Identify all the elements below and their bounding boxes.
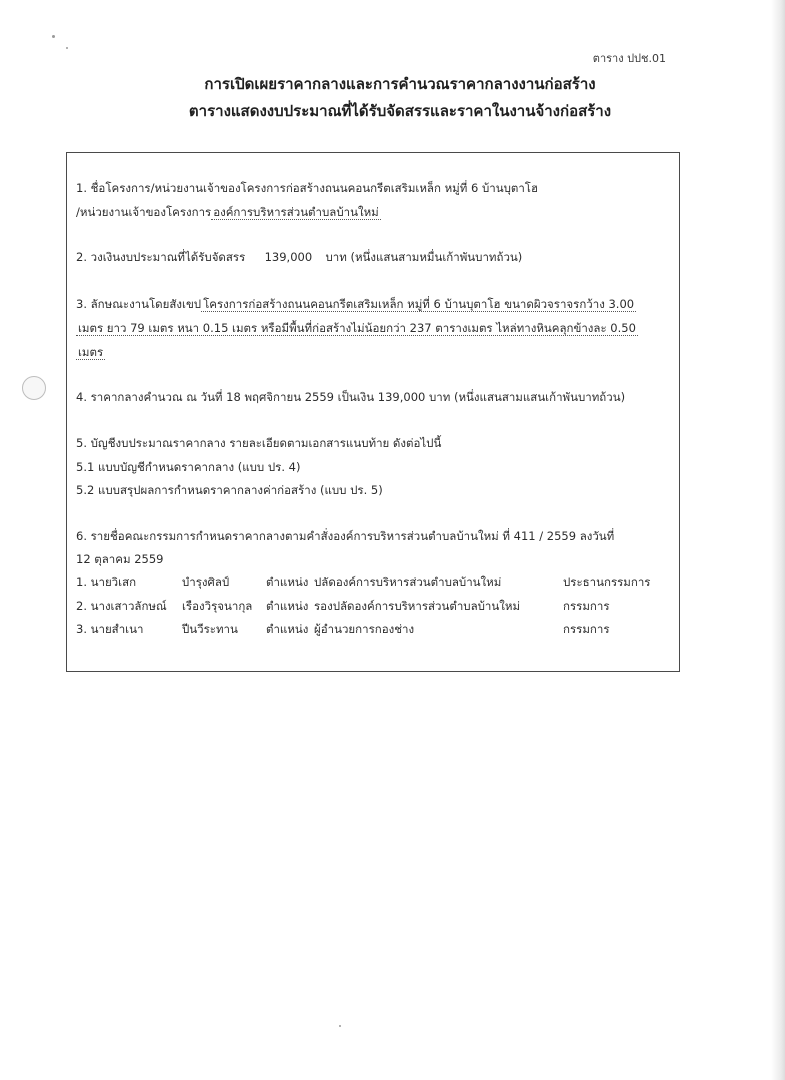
item3-description-value: โครงการก่อสร้างถนนคอนกรีตเสริมเหล็ก หมู่ที่ 6 บ้านบุตาโฮ ขนาดผิวจราจรกว้าง 3.00 <box>203 297 635 311</box>
member-surname: เรืองวิรุจนากุล <box>182 599 253 613</box>
committee-member-row <box>76 574 676 590</box>
paper-speck <box>66 47 68 49</box>
member-role: กรรมการ <box>563 622 610 636</box>
member-name: 3. นายสำเนา <box>76 622 144 636</box>
paper-speck <box>339 1025 341 1027</box>
committee-member-row <box>76 598 676 614</box>
member-position: รองปลัดองค์การบริหารส่วนตำบลบ้านใหม่ <box>314 599 521 613</box>
item2-budget <box>76 249 522 265</box>
member-surname: ปีนวีระทาน <box>182 622 238 636</box>
member-role: กรรมการ <box>563 599 610 613</box>
item3-description-line1 <box>76 296 636 312</box>
form-code: ตาราง ปปช.01 <box>592 52 666 65</box>
paper-speck <box>52 35 55 38</box>
item2-amount: 139,000 <box>264 250 313 264</box>
item6-committee-header: 6. รายชื่อคณะกรรมการกำหนดราคากลางตามคำสั่งองค์การบริหารส่วนตำบลบ้านใหม่ ที่ 411 / 2559 ลงวันที่ <box>76 529 615 543</box>
item4-median-price: 4. ราคากลางคำนวณ ณ วันที่ 18 พฤศจิกายน 2559 เป็นเงิน 139,000 บาท (หนึ่งแสนสามแสนเก้าพันบาทถ้วน) <box>76 390 626 404</box>
item2-amount-text: บาท (หนึ่งแสนสามหมื่นเก้าพันบาทถ้วน) <box>325 250 523 264</box>
committee-member-row <box>76 621 676 637</box>
punch-hole <box>22 376 46 400</box>
page-edge-shadow <box>771 0 785 1080</box>
member-name: 1. นายวิเสก <box>76 575 137 589</box>
item3-description-line3 <box>76 344 105 360</box>
document-subtitle: ตารางแสดงงบประมาณที่ได้รับจัดสรรและราคาในงานจ้างก่อสร้าง <box>188 102 612 120</box>
member-position-label: ตำแหน่ง <box>266 622 309 636</box>
member-position-label: ตำแหน่ง <box>266 599 309 613</box>
item3-description-line2 <box>76 320 638 336</box>
item2-label: 2. วงเงินงบประมาณที่ได้รับจัดสรร <box>76 250 246 264</box>
member-position: ผู้อำนวยการกองช่าง <box>314 622 415 636</box>
member-position-label: ตำแหน่ง <box>266 575 309 589</box>
document-title: การเปิดเผยราคากลางและการคำนวณราคากลางงานก่อสร้าง <box>204 75 596 93</box>
member-role: ประธานกรรมการ <box>563 575 651 589</box>
item6-order-date: 12 ตุลาคม 2559 <box>76 552 164 566</box>
item3-description-text3: เมตร <box>78 345 104 359</box>
item1-project-name: 1. ชื่อโครงการ/หน่วยงานเจ้าของโครงการก่อสร้างถนนคอนกรีตเสริมเหล็ก หมู่ที่ 6 บ้านบุตาโฮ <box>76 181 538 195</box>
content-box <box>66 152 680 672</box>
item1-agency <box>76 204 381 220</box>
item5-sub2: 5.2 แบบสรุปผลการกำหนดราคากลางค่าก่อสร้าง (แบบ ปร. 5) <box>76 483 383 497</box>
item5-header: 5. บัญชีงบประมาณราคากลาง รายละเอียดตามเอกสารแนบท้าย ดังต่อไปนี้ <box>76 436 442 450</box>
item1-agency-label: /หน่วยงานเจ้าของโครงการ <box>76 205 212 219</box>
member-name: 2. นางเสาวลักษณ์ <box>76 599 167 613</box>
item3-label: 3. ลักษณะงานโดยสังเขป <box>76 297 202 311</box>
member-surname: บำรุงศิลป์ <box>182 575 230 589</box>
member-position: ปลัดองค์การบริหารส่วนตำบลบ้านใหม่ <box>314 575 502 589</box>
item1-agency-value: องค์การบริหารส่วนตำบลบ้านใหม่ <box>213 205 379 219</box>
item3-description-text2: เมตร ยาว 79 เมตร หนา 0.15 เมตร หรือมีพื้นที่ก่อสร้างไม่น้อยกว่า 237 ตารางเมตร ไหล่ทางหินคลุกข้างละ 0.50 <box>78 321 636 335</box>
item5-sub1: 5.1 แบบบัญชีกำหนดราคากลาง (แบบ ปร. 4) <box>76 460 301 474</box>
